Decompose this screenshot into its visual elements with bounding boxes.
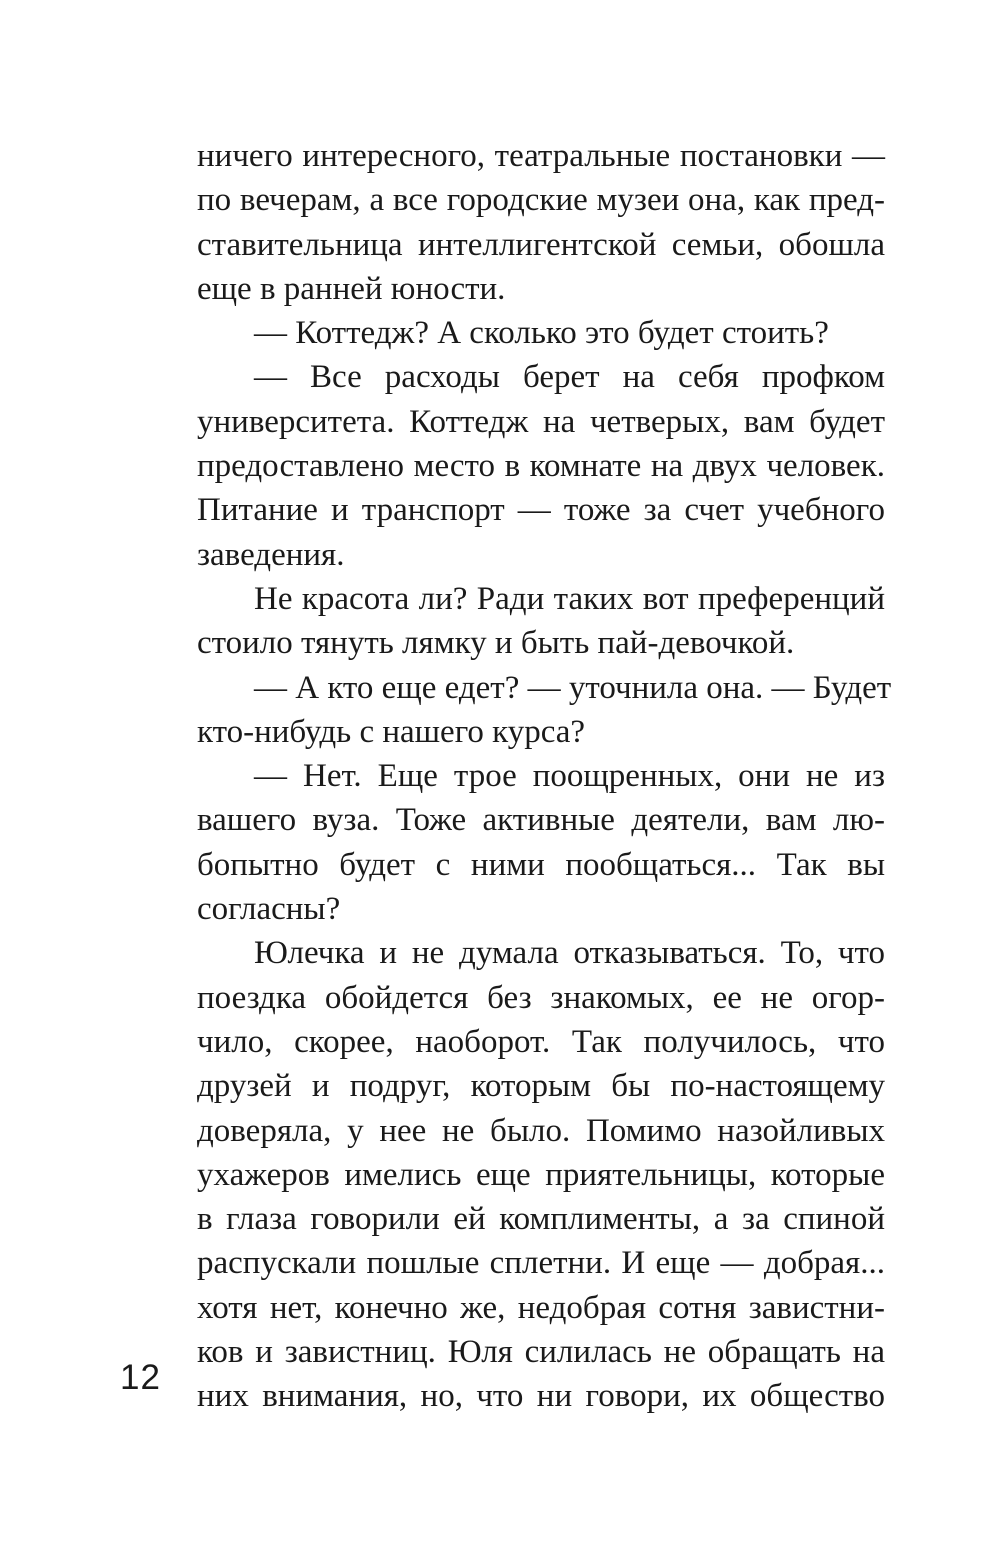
text-line: — Нет. Еще трое поощренных, они не из: [254, 758, 885, 795]
text-line: вашего вуза. Тоже активные деятели, вам лю-: [197, 802, 885, 839]
text-line: чило, скорее, наоборот. Так получилось, что: [197, 1023, 885, 1060]
text-line: еще в ранней юности.: [197, 270, 506, 307]
text-line: распускали пошлые сплетни. И еще — добрая...: [197, 1245, 885, 1282]
text-line: них внимания, но, что ни говори, их общество: [197, 1378, 885, 1415]
body-text: [197, 134, 892, 1419]
text-line: Не красота ли? Ради таких вот преференций: [254, 580, 885, 617]
text-line: заведения.: [197, 536, 345, 573]
text-line: поездка обойдется без знакомых, ее не огор-: [197, 979, 885, 1016]
text-line: стоило тянуть лямку и быть пай-девочкой.: [197, 625, 795, 662]
text-line: по вечерам, а все городские музеи она, как пред-: [197, 182, 885, 219]
text-line: в глаза говорили ей комплименты, а за спиной: [197, 1201, 885, 1238]
text-line: бопытно будет с ними пообщаться... Так вы: [197, 846, 885, 883]
text-line: ухажеров имелись еще приятельницы, которые: [197, 1156, 885, 1193]
text-line: предоставлено место в комнате на двух человек.: [197, 448, 885, 485]
text-line: — А кто еще едет? — уточнила она. — Будет: [254, 669, 892, 706]
text-line: — Все расходы берет на себя профком: [254, 359, 885, 396]
text-line: Питание и транспорт — тоже за счет учебного: [197, 492, 885, 529]
text-line: Юлечка и не думала отказываться. То, что: [254, 935, 885, 972]
text-line: хотя нет, конечно же, недобрая сотня завистни-: [197, 1289, 885, 1326]
text-line: — Коттедж? А сколько это будет стоить?: [254, 315, 829, 352]
text-line: ставительница интеллигентской семьи, обошла: [197, 226, 885, 263]
page-number: 12: [120, 1358, 161, 1397]
text-line: ничего интересного, театральные постановки —: [197, 138, 885, 174]
text-line: согласны?: [197, 891, 341, 928]
text-line: кто-нибудь с нашего курса?: [197, 713, 586, 750]
text-line: ков и завистниц. Юля силилась не обращать на: [197, 1334, 885, 1371]
text-line: доверяла, у нее не было. Помимо назойливых: [197, 1112, 885, 1149]
text-line: друзей и подруг, которым бы по-настоящему: [197, 1068, 885, 1105]
text-line: университета. Коттедж на четверых, вам будет: [197, 403, 885, 440]
